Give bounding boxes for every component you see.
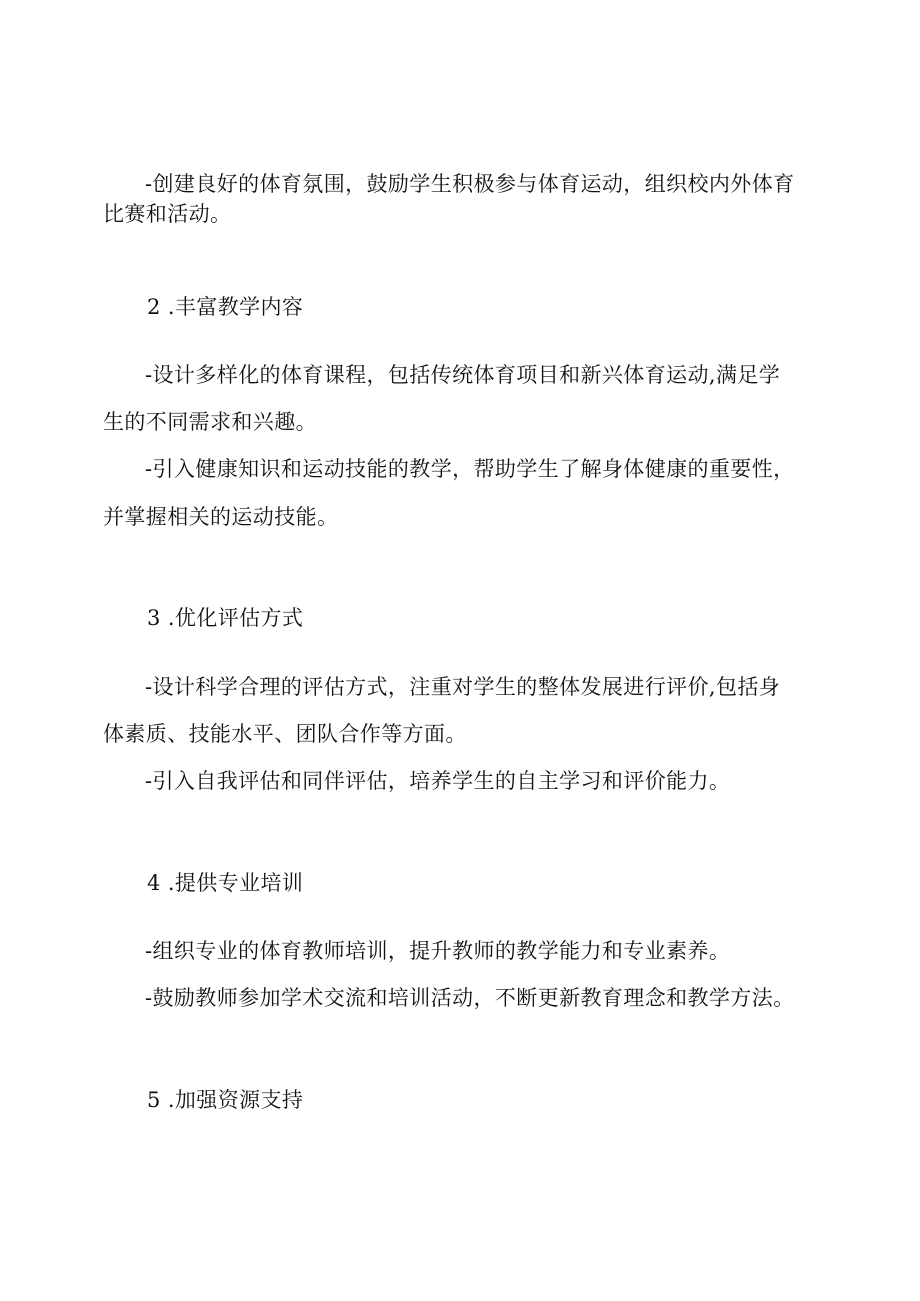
section-heading: 4 .提供专业培训: [147, 871, 304, 895]
paragraph-line: -创建良好的体育氛围，鼓励学生积极参与体育运动，组织校内外体育: [145, 172, 795, 196]
paragraph-line: 并掌握相关的运动技能。: [103, 505, 339, 529]
section-heading: 3 .优化评估方式: [147, 606, 304, 630]
paragraph-line: 比赛和活动。: [103, 202, 232, 226]
paragraph-line: 生的不同需求和兴趣。: [103, 410, 317, 434]
section-heading: 5 .加强资源支持: [147, 1088, 304, 1112]
section-heading: 2 .丰富教学内容: [147, 295, 304, 319]
paragraph-line: -鼓励教师参加学术交流和培训活动，不断更新教育理念和教学方法。: [145, 986, 795, 1010]
paragraph-line: -设计科学合理的评估方式，注重对学生的整体发展进行评价,包括身: [145, 675, 781, 699]
paragraph-line: -设计多样化的体育课程，包括传统体育项目和新兴体育运动,满足学: [145, 363, 781, 387]
paragraph-line: 体素质、技能水平、团队合作等方面。: [103, 722, 467, 746]
paragraph-line: -引入自我评估和同伴评估，培养学生的自主学习和评价能力。: [145, 769, 731, 793]
paragraph-line: -组织专业的体育教师培训，提升教师的教学能力和专业素养。: [145, 939, 731, 963]
paragraph-line: -引入健康知识和运动技能的教学，帮助学生了解身体健康的重要性，: [145, 457, 795, 481]
